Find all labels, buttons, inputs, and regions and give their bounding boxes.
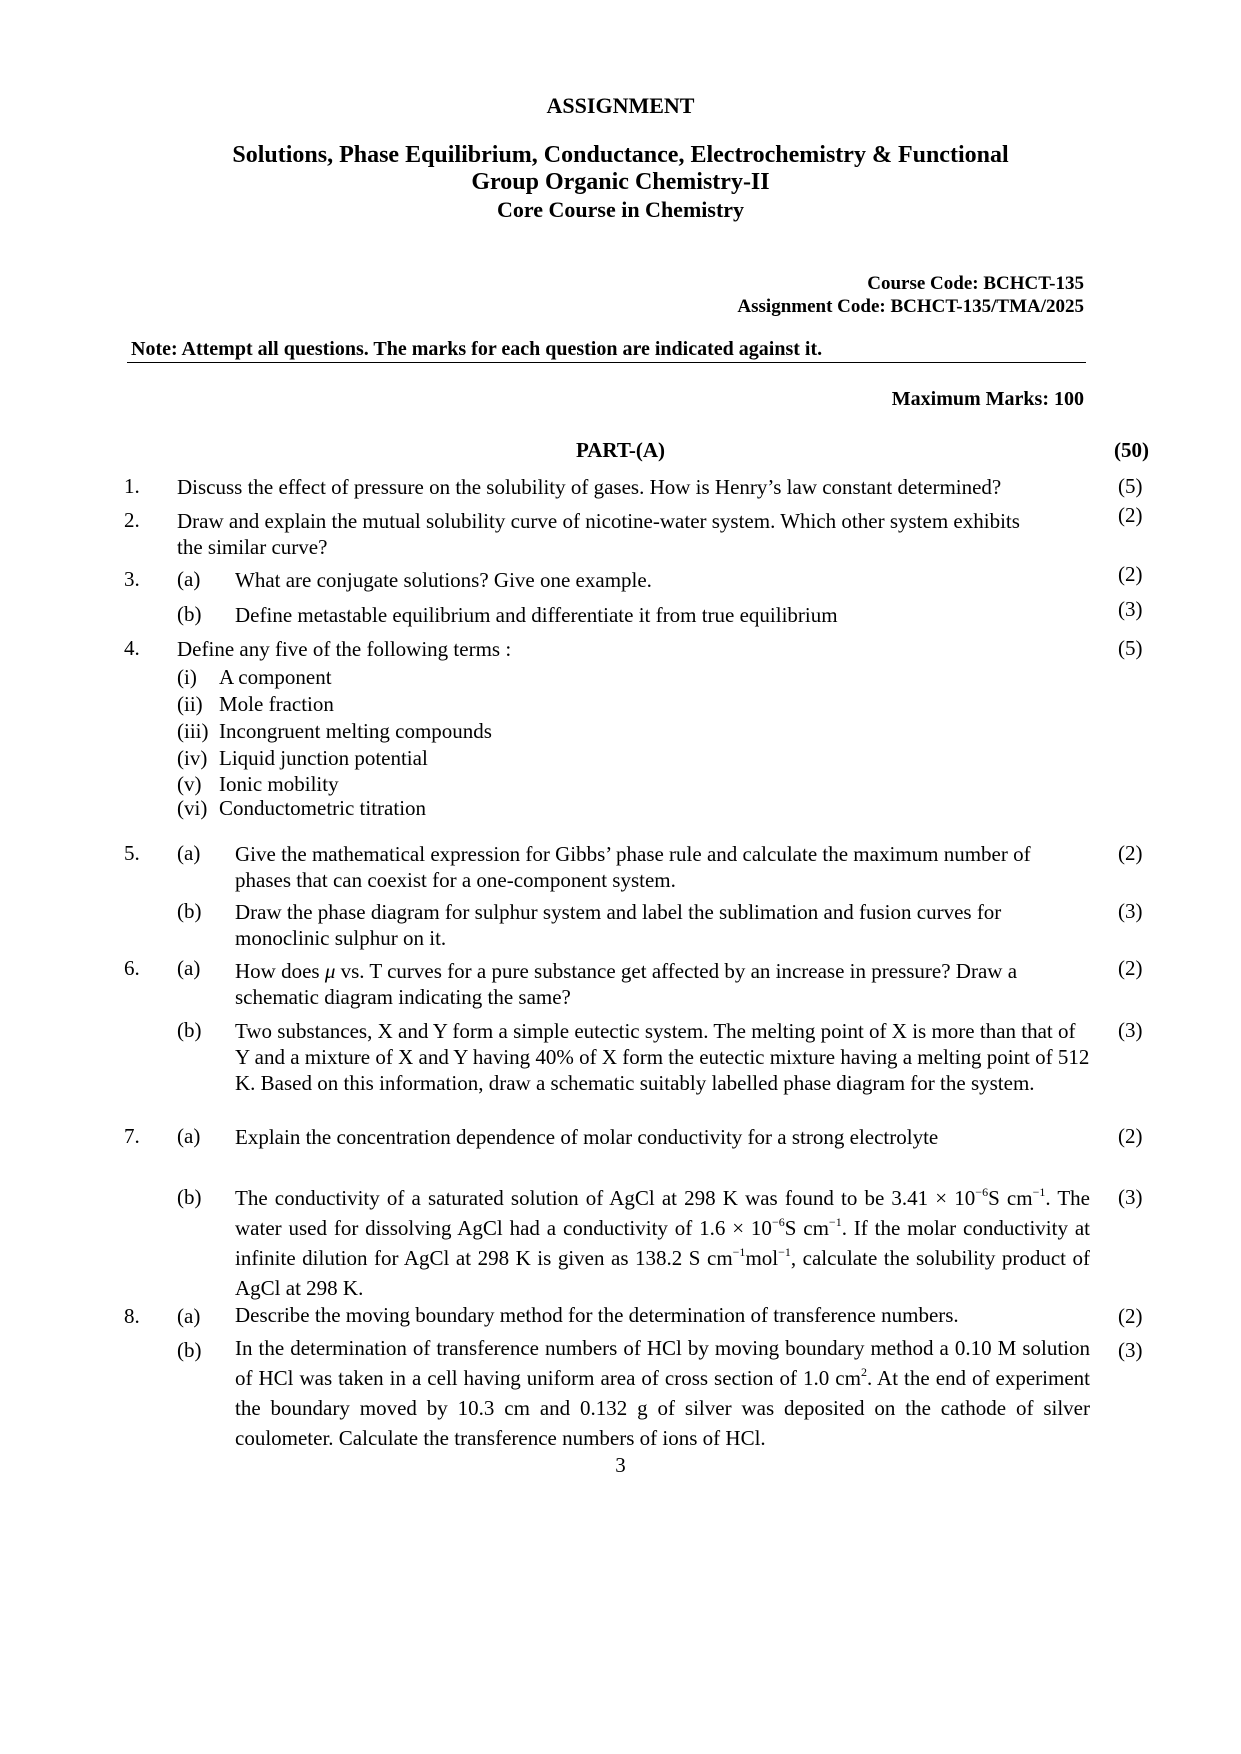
subpart-label: (b) — [177, 1185, 202, 1209]
text-segment: The conductivity of a saturated solution of AgCl at 298 K was found to be 3.41 × 10 — [235, 1186, 976, 1210]
exponent: −1 — [1032, 1185, 1046, 1199]
term-text: Conductometric titration — [219, 796, 427, 820]
question-marks: (5) — [1118, 636, 1143, 660]
subpart-label: (b) — [177, 602, 202, 626]
subpart-marks: (2) — [1118, 1124, 1143, 1148]
assignment-title: ASSIGNMENT — [546, 93, 695, 118]
text-segment: S cm — [784, 1216, 829, 1240]
subpart-text — [235, 958, 1090, 1010]
text-segment: . The water used for dissolving AgCl had a conductivity of 1.6 × 10 — [235, 1186, 1090, 1240]
subpart-label: (a) — [177, 567, 201, 591]
text-segment: S cm — [988, 1186, 1033, 1210]
subpart-marks: (3) — [1118, 899, 1143, 923]
question-text: Discuss the effect of pressure on the solubility of gases. How is Henry’s law constant determined? — [177, 475, 1002, 499]
question-number: 8. — [124, 1304, 140, 1328]
exponent: −6 — [975, 1185, 989, 1199]
term-item — [177, 771, 339, 797]
subpart-label: (b) — [177, 899, 202, 923]
term-label: (ii) — [177, 692, 203, 716]
text-segment: How does — [235, 959, 325, 983]
subpart-text: Draw the phase diagram for sulphur system and label the sublimation and fusion curves for monoclinic sulphur on it. — [235, 900, 1002, 950]
subpart-text — [235, 1183, 1090, 1303]
term-text: Mole fraction — [219, 692, 334, 716]
subpart-label: (a) — [177, 1124, 201, 1148]
question-text: Define any five of the following terms : — [177, 637, 512, 661]
subpart-text: What are conjugate solutions? Give one example. — [235, 568, 652, 592]
question-number: 5. — [124, 841, 140, 865]
course-code: Course Code: BCHCT-135 — [867, 273, 1084, 294]
subpart-marks: (3) — [1118, 1185, 1143, 1209]
subpart-label: (a) — [177, 1304, 201, 1328]
question-number: 6. — [124, 956, 140, 980]
page-number: 3 — [615, 1453, 626, 1477]
question-number: 2. — [124, 508, 140, 532]
subpart-text — [235, 1333, 1090, 1453]
question-text: Draw and explain the mutual solubility curve of nicotine-water system. Which other system exhibits the similar curve? — [177, 509, 1020, 559]
term-text: Incongruent melting compounds — [219, 719, 492, 743]
course-title-line2: Group Organic Chemistry-II — [471, 169, 770, 195]
part-a-heading: PART-(A) — [575, 438, 666, 462]
term-item — [177, 691, 334, 717]
question-number: 1. — [124, 474, 140, 498]
subpart-text: Define metastable equilibrium and differentiate it from true equilibrium — [235, 603, 838, 627]
subpart-marks: (2) — [1118, 1304, 1143, 1328]
subpart-marks: (3) — [1118, 597, 1143, 621]
exponent: 2 — [860, 1365, 867, 1379]
term-label: (iii) — [177, 719, 209, 743]
subpart-label: (a) — [177, 956, 201, 980]
term-item — [177, 718, 492, 744]
term-label: (iv) — [177, 746, 208, 770]
subpart-marks: (3) — [1118, 1338, 1143, 1362]
text-segment: mol — [745, 1246, 779, 1270]
subpart-marks: (3) — [1118, 1018, 1143, 1042]
exponent: −1 — [828, 1215, 842, 1229]
course-title-line1: Solutions, Phase Equilibrium, Conductance, Electrochemistry & Functional — [232, 142, 1009, 168]
subpart-marks: (2) — [1118, 841, 1143, 865]
subpart-label: (a) — [177, 841, 201, 865]
question-marks: (2) — [1118, 503, 1143, 527]
text-segment: vs. T curves for a pure substance get affected by an increase in pressure? Draw a schematic diagram indicating the same? — [235, 959, 1018, 1009]
exponent: −6 — [771, 1215, 785, 1229]
text-segment: . At the end of experiment the boundary moved by 10.3 cm and 0.132 g of silver was deposited on the cathode of silver coulometer. Calculate the transference numbers of ions of HCl. — [235, 1366, 1090, 1450]
mu-symbol: μ — [324, 959, 336, 983]
text-segment: , calculate the solubility product of AgCl at 298 K. — [235, 1246, 1091, 1300]
instructions-note: Note: Attempt all questions. The marks for each question are indicated against it. — [131, 338, 823, 360]
term-label: (vi) — [177, 796, 208, 820]
subpart-text: Describe the moving boundary method for the determination of transference numbers. — [235, 1303, 959, 1327]
term-label: (v) — [177, 772, 202, 796]
maximum-marks: Maximum Marks: 100 — [891, 388, 1084, 410]
question-marks: (5) — [1118, 474, 1143, 498]
question-number: 7. — [124, 1124, 140, 1148]
exponent: −1 — [732, 1245, 746, 1259]
subpart-label: (b) — [177, 1338, 202, 1362]
subpart-marks: (2) — [1118, 562, 1143, 586]
question-number: 4. — [124, 636, 140, 660]
term-item — [177, 745, 428, 771]
term-text: Liquid junction potential — [219, 746, 428, 770]
term-label: (i) — [177, 665, 197, 689]
subpart-text: Give the mathematical expression for Gibbs’ phase rule and calculate the maximum number of phases that can coexist for a one-component system. — [235, 842, 1031, 892]
exponent: −1 — [778, 1245, 791, 1259]
question-number: 3. — [124, 567, 140, 591]
subpart-text: Explain the concentration dependence of molar conductivity for a strong electrolyte — [235, 1125, 939, 1149]
subpart-text: Two substances, X and Y form a simple eutectic system. The melting point of X is more than that of Y and a mixture of X and Y having 40% of X form the eutectic mixture having a melting point of 512 K. Based on this information, draw a schematic suitably labelled phase diagram for the system. — [235, 1019, 1090, 1095]
text-segment: . If the molar conductivity at infinite dilution for AgCl at 298 K is given as 138.2 S cm — [235, 1216, 1090, 1270]
assignment-code: Assignment Code: BCHCT-135/TMA/2025 — [737, 296, 1084, 317]
term-text: A component — [219, 665, 332, 689]
course-category: Core Course in Chemistry — [496, 197, 745, 222]
text-segment: In the determination of transference numbers of HCl by moving boundary method a 0.10 M solution of HCl was taken in a cell having uniform area of cross section of 1.0 cm — [235, 1336, 1090, 1390]
note-underline — [127, 362, 1086, 363]
term-text: Ionic mobility — [219, 772, 339, 796]
part-a-marks: (50) — [1114, 438, 1149, 462]
subpart-marks: (2) — [1118, 956, 1143, 980]
term-item — [177, 795, 426, 821]
term-item — [177, 664, 332, 690]
subpart-label: (b) — [177, 1018, 202, 1042]
